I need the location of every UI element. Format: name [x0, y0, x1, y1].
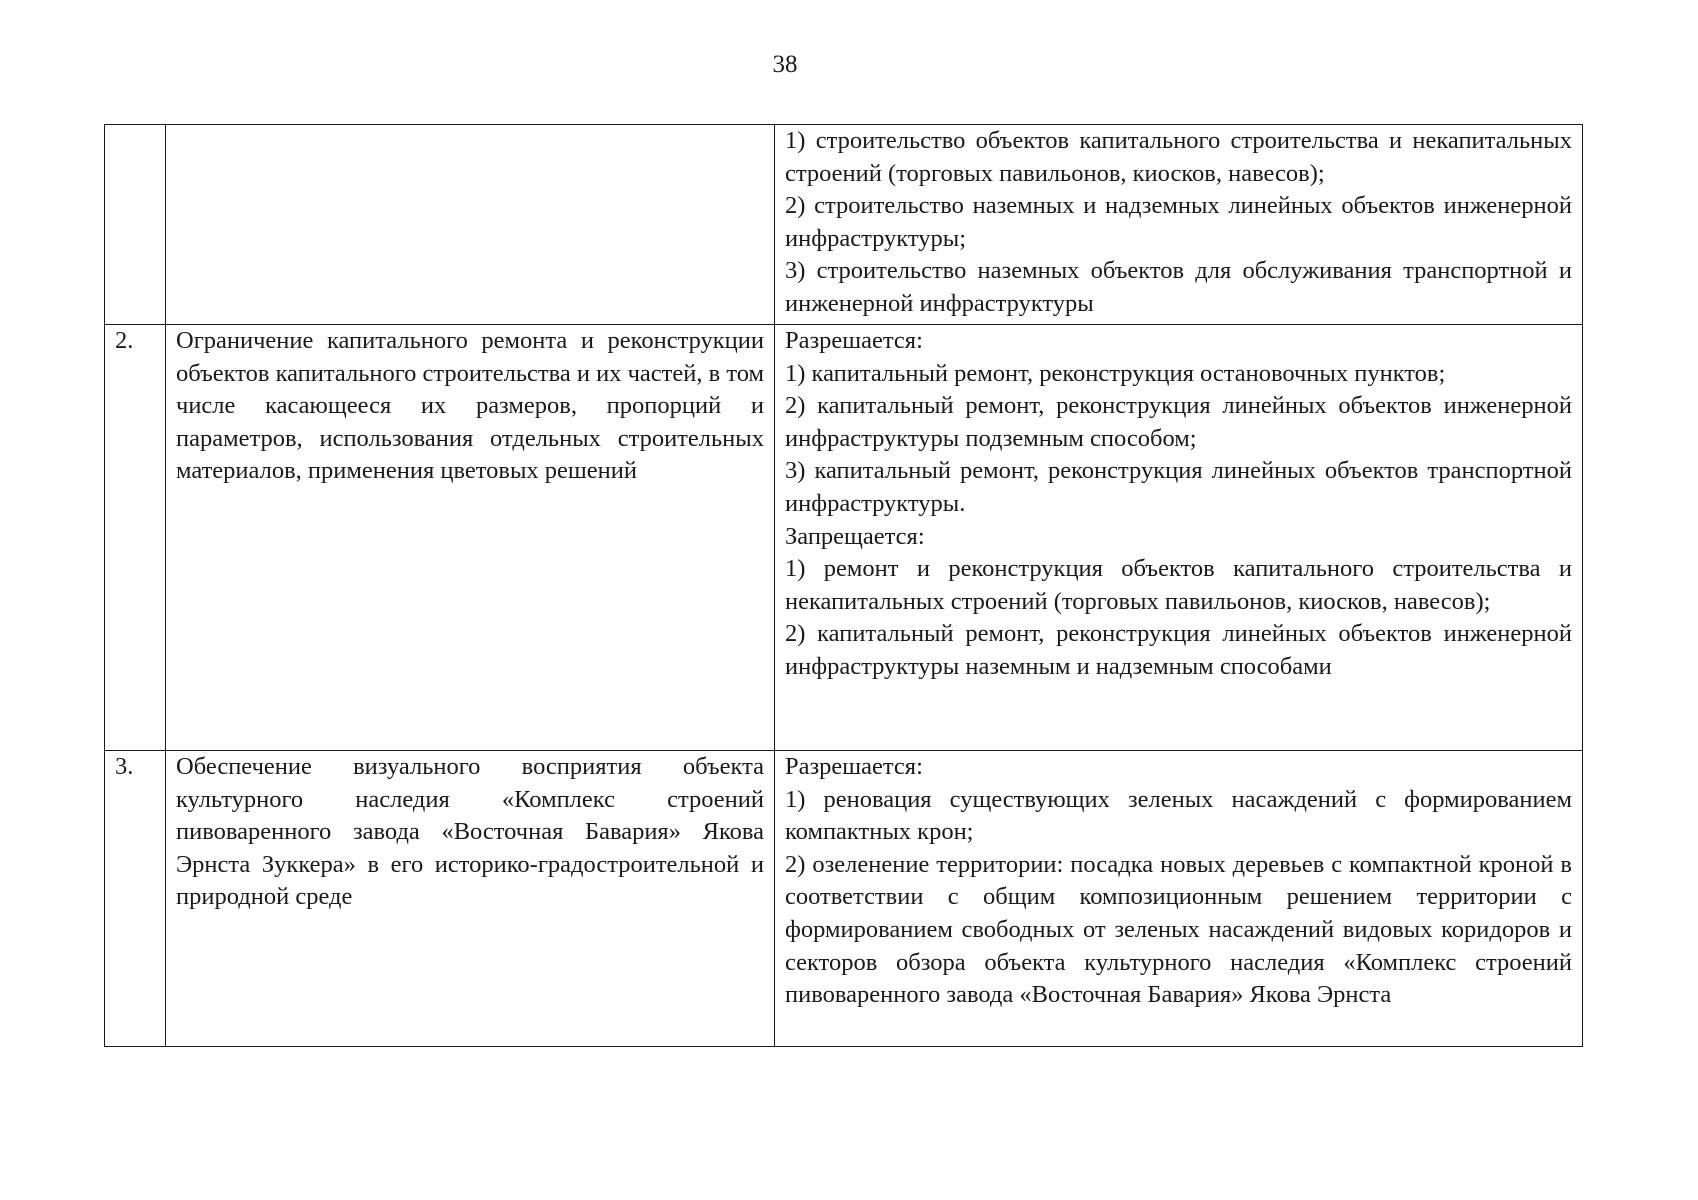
rule-heading-allowed: Разрешается:: [785, 753, 923, 780]
row-number: [105, 125, 166, 325]
row-number: 2.: [105, 325, 166, 751]
restriction-name: Ограничение капитального ремонта и реконструкции объектов капитального строительства и их частей, в том числе касающееся их размеров, пропорций и параметров, использования отдельных строительных материалов, применения цветовых решений: [166, 325, 775, 751]
rule-item: 1) капитальный ремонт, реконструкция остановочных пунктов;: [785, 359, 1446, 387]
restriction-rules: [775, 325, 1583, 751]
rule-item: 3) капитальный ремонт, реконструкция линейных объектов транспортной инфраструктуры.: [785, 457, 1572, 517]
table-row: [105, 325, 1583, 751]
restriction-rules: [775, 125, 1583, 325]
table-row: [105, 751, 1583, 1047]
rule-heading-allowed: Разрешается:: [785, 327, 923, 354]
rule-item: 1) реновация существующих зеленых насаждений с формированием компактных крон;: [785, 785, 1572, 846]
restriction-name: [166, 125, 775, 325]
rule-item: 2) капитальный ремонт, реконструкция линейных объектов инженерной инфраструктуры наземным и надземным способами: [785, 620, 1572, 680]
rule-item: 1) строительство объектов капитального строительства и некапитальных строений (торговых павильонов, киосков, навесов);: [785, 127, 1572, 187]
restriction-rules: [775, 751, 1583, 1047]
rule-heading-forbidden: Запрещается:: [785, 522, 925, 550]
restriction-name: Обеспечение визуального восприятия объекта культурного наследия «Комплекс строений пивоваренного завода «Восточная Бавария» Якова Эрнста Зуккера» в его историко-градостроительной и природной среде: [166, 751, 775, 1047]
rule-item: 2) капитальный ремонт, реконструкция линейных объектов инженерной инфраструктуры подземным способом;: [785, 392, 1572, 452]
rule-item: 1) ремонт и реконструкция объектов капитального строительства и некапитальных строений (торговых павильонов, киосков, навесов);: [785, 555, 1572, 615]
table-row: [105, 125, 1583, 325]
restrictions-table: [104, 124, 1583, 1047]
rule-item: 2) строительство наземных и надземных линейных объектов инженерной инфраструктуры;: [785, 192, 1572, 252]
page-number: 38: [772, 51, 798, 78]
row-number: 3.: [105, 751, 166, 1047]
rule-item: 2) озеленение территории: посадка новых деревьев с компактной кроной в соответствии с общим композиционным решением территории с формированием свободных от зеленых насаждений видовых коридоров и секторов обзора объекта культурного наследия «Комплекс строений пивоваренного завода «Восточная Бавария» Якова Эрнста: [785, 850, 1572, 1009]
rule-item: 3) строительство наземных объектов для обслуживания транспортной и инженерной инфраструктуры: [785, 257, 1572, 317]
